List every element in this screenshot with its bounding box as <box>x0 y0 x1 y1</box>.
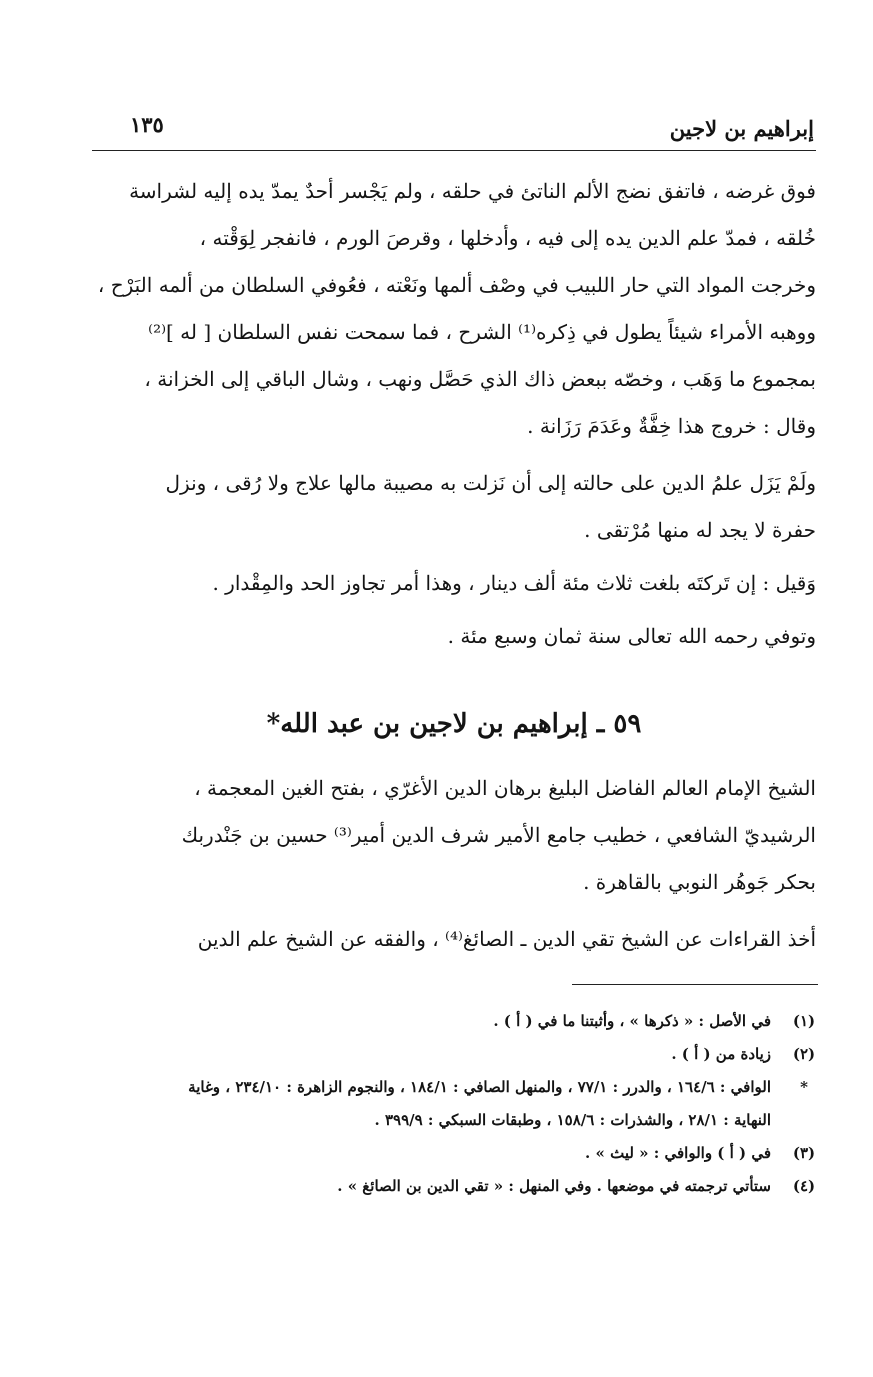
paragraph-3 <box>90 560 816 607</box>
text-line: أخذ القراءات عن الشيخ تقي الدين ـ الصائغ⁽⁴⁾ ، والفقه عن الشيخ علم الدين <box>197 927 816 951</box>
section-heading: ٥٩ ـ إبراهيم بن لاجين بن عبد الله* <box>266 709 642 739</box>
paragraph-1 <box>90 168 816 450</box>
footnote-text: زيادة من ( أ ) . <box>671 1045 771 1063</box>
text-line: الشيخ الإمام العالم الفاضل البليغ برهان الدين الأغرّي ، بفتح الغين المعجمة ، <box>194 776 816 800</box>
text-line: بمجموع ما وَهَب ، وخصّه ببعض ذاك الذي حَصَّل ونهب ، وشال الباقي إلى الخزانة ، <box>144 367 816 391</box>
footnote-text: ستأتي ترجمته في موضعها . وفي المنهل : « تقي الدين بن الصائغ » . <box>337 1177 771 1195</box>
footnote-continuation <box>89 1104 817 1137</box>
text-line: ولَمْ يَزَل علمُ الدين على حالته إلى أن نَزلت به مصيبة مالها علاج ولا رُقى ، ونزل <box>165 471 816 495</box>
footnote <box>89 1170 817 1203</box>
running-header <box>92 108 816 151</box>
footnote-marker: * <box>800 1078 808 1096</box>
text-line: وخرجت المواد التي حار اللبيب في وصْف ألمها ونَعْته ، فعُوفي السلطان من ألمه البَرْح ، <box>97 273 816 297</box>
text-line: ووهبه الأمراء شيئاً يطول في ذِكره⁽¹⁾ الشرح ، فما سمحت نفس السلطان [ له ]⁽²⁾ <box>148 320 816 344</box>
text-line: وتوفي رحمه الله تعالى سنة ثمان وسبع مئة . <box>447 624 816 648</box>
text-line: خُلقه ، فمدّ علم الدين يده إلى فيه ، وأدخلها ، وقرصَ الورم ، فانفجر لِوَقْته ، <box>199 226 816 250</box>
text-line: وقال : خروج هذا خِفَّةٌ وعَدَمَ رَزَانة . <box>527 414 816 438</box>
text-line: وَقيل : إن تَركتَه بلغت ثلاث مئة ألف دينار ، وهذا أمر تجاوز الحد والمِقْدار . <box>212 571 816 595</box>
page-number: ١٣٥ <box>130 112 164 137</box>
footnote <box>89 1038 817 1071</box>
footnote-marker: (١) <box>792 1012 816 1030</box>
footnote-text: الوافي : ١٦٤/٦ ، والدرر : ٧٧/١ ، والمنهل الصافي : ١٨٤/١ ، والنجوم الزاهرة : ٢٣٤/١٠ ، وغاية <box>188 1078 771 1096</box>
footnote <box>89 1137 817 1170</box>
footnote-text: في ( أ ) والوافي : « ليث » . <box>585 1144 771 1162</box>
footnote-marker: (٣) <box>792 1144 816 1162</box>
footnote-marker: (٢) <box>792 1045 816 1063</box>
text-line: حفرة لا يجد له منها مُرْتقى . <box>584 518 816 542</box>
footnote <box>89 1071 817 1104</box>
running-title: إبراهيم بن لاجين <box>669 116 814 141</box>
section-paragraph-2 <box>90 916 816 963</box>
text-line: فوق غرضه ، فاتفق نضج الألم الناتئ في حلقه ، ولم يَجْسر أحدٌ يمدّ يده إليه لشراسة <box>129 179 816 203</box>
text-line: الرشيديّ الشافعي ، خطيب جامع الأمير شرف الدين أمير⁽³⁾ حسين بن جَنْدربك <box>181 823 816 847</box>
footnote-text: النهاية : ٢٨/١ ، والشذرات : ١٥٨/٦ ، وطبقات السبكي : ٣٩٩/٩ . <box>374 1111 771 1129</box>
footnote-separator <box>572 984 818 985</box>
footnote-marker: (٤) <box>792 1177 816 1195</box>
text-line: بحكر جَوهُر النوبي بالقاهرة . <box>583 870 816 894</box>
paragraph-2 <box>90 460 816 554</box>
paragraph-4 <box>90 613 816 660</box>
section-paragraph-1 <box>90 765 816 906</box>
footnote <box>89 1005 817 1038</box>
footnotes <box>89 1005 817 1203</box>
footnote-text: في الأصل : « ذكرها » ، وأثبتنا ما في ( أ ) . <box>493 1012 771 1030</box>
